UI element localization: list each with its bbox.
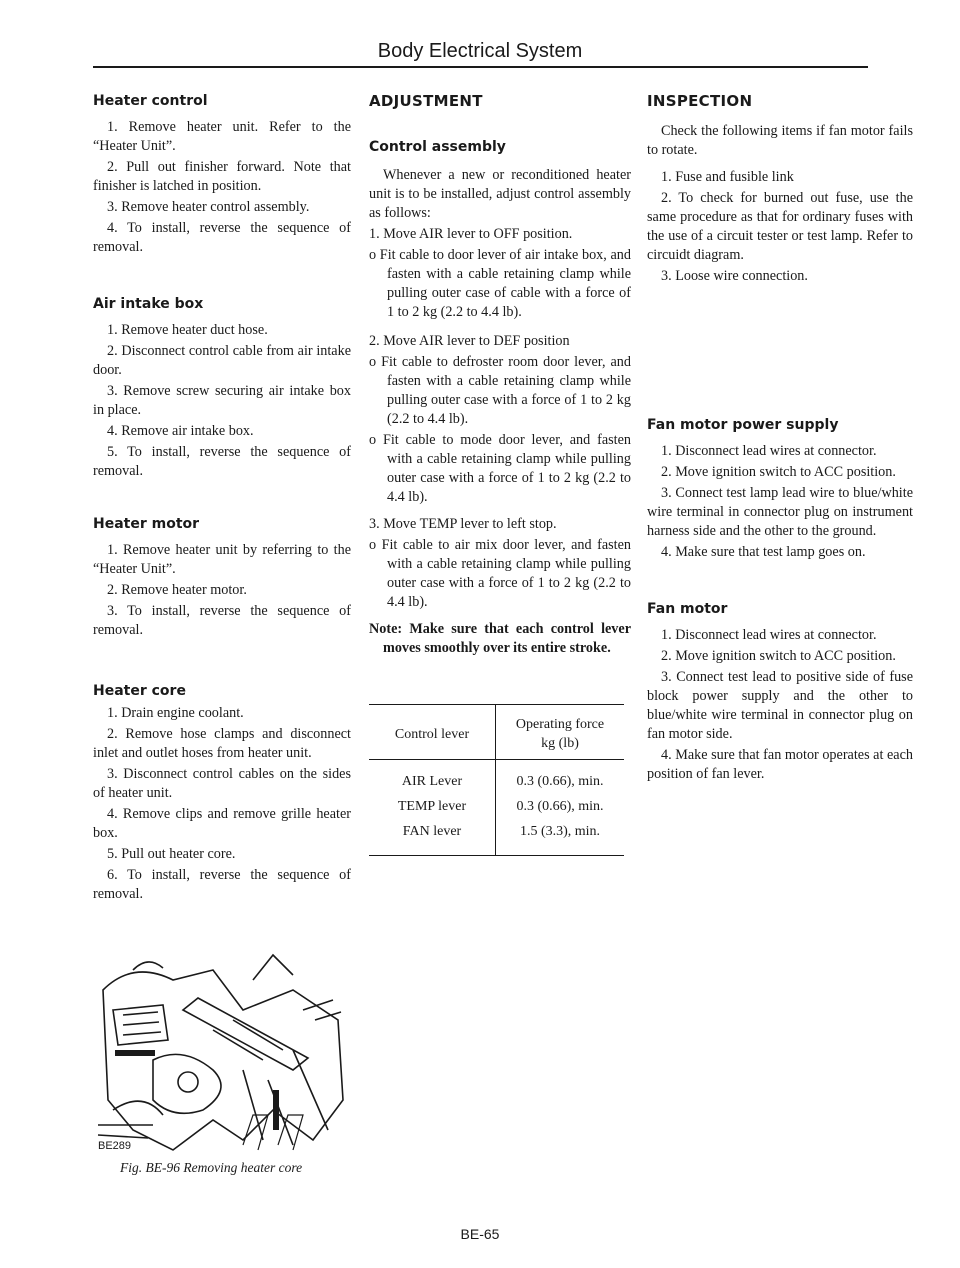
page-number: BE-65: [460, 1226, 500, 1242]
list-item: 3. To install, reverse the sequence of removal.: [93, 603, 351, 638]
figure-caption: Fig. BE-96 Removing heater core: [120, 1160, 303, 1175]
list-item: 2. To check for burned out fuse, use the same procedure as that for ordinary fuses with the use of a circuit tester or test lamp. Refer to circuidt diagram.: [647, 190, 913, 263]
list-item: 1. Drain engine coolant.: [107, 705, 244, 721]
list-item: o Fit cable to air mix door lever, and fasten with a cable retaining clamp while pulling outer case with a force of 1 to 2 kg (2.2 to 4.4 lb).: [369, 537, 631, 610]
list-item: 4. To install, reverse the sequence of removal.: [93, 220, 351, 255]
list-item: 4. Remove air intake box.: [107, 423, 254, 439]
heater-core-illustration: [93, 950, 348, 1160]
section-heading: Heater control: [93, 93, 208, 109]
operating-force-table: [369, 704, 624, 856]
list-item: 5. To install, reverse the sequence of removal.: [93, 444, 351, 479]
list-item: 3. Connect test lamp lead wire to blue/white wire terminal in connector plug on instrument harness side and the other to the ground.: [647, 485, 913, 539]
list-item: 2. Pull out finisher forward. Note that finisher is latched in position.: [93, 159, 351, 194]
list-item: 2. Disconnect control cable from air intake door.: [93, 343, 351, 378]
list-item: 3. Move TEMP lever to left stop.: [369, 516, 557, 532]
note: Note: Make sure that each control lever moves smoothly over its entire stroke.: [369, 621, 631, 656]
list-item: 1. Disconnect lead wires at connector.: [661, 443, 877, 459]
paragraph: Check the following items if fan motor fails to rotate.: [647, 123, 913, 158]
table-header: Control lever: [369, 705, 496, 760]
list-item: 2. Move ignition switch to ACC position.: [661, 648, 896, 664]
list-item: 3. Disconnect control cables on the sides of heater unit.: [93, 766, 351, 801]
header-rule: [93, 66, 868, 68]
list-item: 1. Move AIR lever to OFF position.: [369, 226, 573, 242]
list-item: 1. Remove heater duct hose.: [107, 322, 268, 338]
force-value: 0.3 (0.66), min.: [516, 774, 604, 789]
figure-code: BE289: [98, 1140, 132, 1152]
list-item: 6. To install, reverse the sequence of removal.: [93, 867, 351, 902]
list-item: o Fit cable to defroster room door lever, and fasten with a cable retaining clamp while pulling outer case with a force of 1 to 2 kg (2.2 to 4.4 lb).: [369, 354, 631, 427]
list-item: 5. Pull out heater core.: [107, 846, 236, 862]
list-item: 1. Remove heater unit by referring to the “Heater Unit”.: [93, 542, 351, 577]
subsection-heading: Control assembly: [369, 139, 506, 155]
section-heading: Fan motor: [647, 601, 728, 617]
lever-name: FAN lever: [402, 824, 462, 839]
section-heading: Heater motor: [93, 516, 200, 532]
list-item: 1. Disconnect lead wires at connector.: [661, 627, 877, 643]
column-right: [647, 92, 913, 786]
list-item: o Fit cable to door lever of air intake box, and fasten with a cable retaining clamp while pulling outer case of cable with a force of 1 to 2 kg (2.2 to 4.4 lb).: [369, 247, 631, 320]
section-heading: Heater core: [93, 683, 186, 699]
force-value: 1.5 (3.3), min.: [519, 824, 601, 839]
table-header: [496, 705, 625, 760]
list-item: 2. Remove heater motor.: [107, 582, 247, 598]
column-left: [93, 92, 351, 906]
list-item: 1. Remove heater unit. Refer to the “Heater Unit”.: [93, 119, 351, 154]
section-heading: INSPECTION: [647, 92, 753, 110]
table-cell: [496, 760, 625, 856]
list-item: 3. Remove screw securing air intake box in place.: [93, 383, 351, 418]
section-heading: ADJUSTMENT: [369, 92, 483, 110]
list-item: 1. Fuse and fusible link: [661, 169, 794, 185]
section-heading: Air intake box: [93, 296, 204, 312]
page-header: Body Electrical System: [377, 40, 583, 62]
list-item: 3. Connect test lead to positive side of fuse block power supply and the other to blue/white wire terminal in connector plug on fan motor side.: [647, 669, 913, 742]
list-item: 4. Make sure that test lamp goes on.: [661, 544, 866, 560]
lever-name: AIR Lever: [401, 774, 463, 789]
list-item: 2. Move AIR lever to DEF position: [369, 333, 570, 349]
list-item: o Fit cable to mode door lever, and fasten with a cable retaining clamp while pulling outer case with a force of 1 to 2 kg (2.2 to 4.4 lb).: [369, 432, 631, 505]
header-line: Operating force: [515, 717, 605, 732]
column-middle: [369, 92, 631, 856]
section-heading: Fan motor power supply: [647, 417, 839, 433]
list-item: 2. Move ignition switch to ACC position.: [661, 464, 896, 480]
paragraph: Whenever a new or reconditioned heater unit is to be installed, adjust control assembly as follows:: [369, 167, 631, 221]
list-item: 3. Loose wire connection.: [661, 268, 808, 284]
list-item: 4. Make sure that fan motor operates at each position of fan lever.: [647, 747, 913, 782]
force-value: 0.3 (0.66), min.: [516, 799, 604, 814]
list-item: 4. Remove clips and remove grille heater box.: [93, 806, 351, 841]
list-item: 2. Remove hose clamps and disconnect inlet and outlet hoses from heater unit.: [93, 726, 351, 761]
table-cell: [369, 760, 496, 856]
list-item: 3. Remove heater control assembly.: [107, 199, 310, 215]
lever-name: TEMP lever: [397, 799, 467, 814]
header-line: kg (lb): [541, 736, 579, 751]
